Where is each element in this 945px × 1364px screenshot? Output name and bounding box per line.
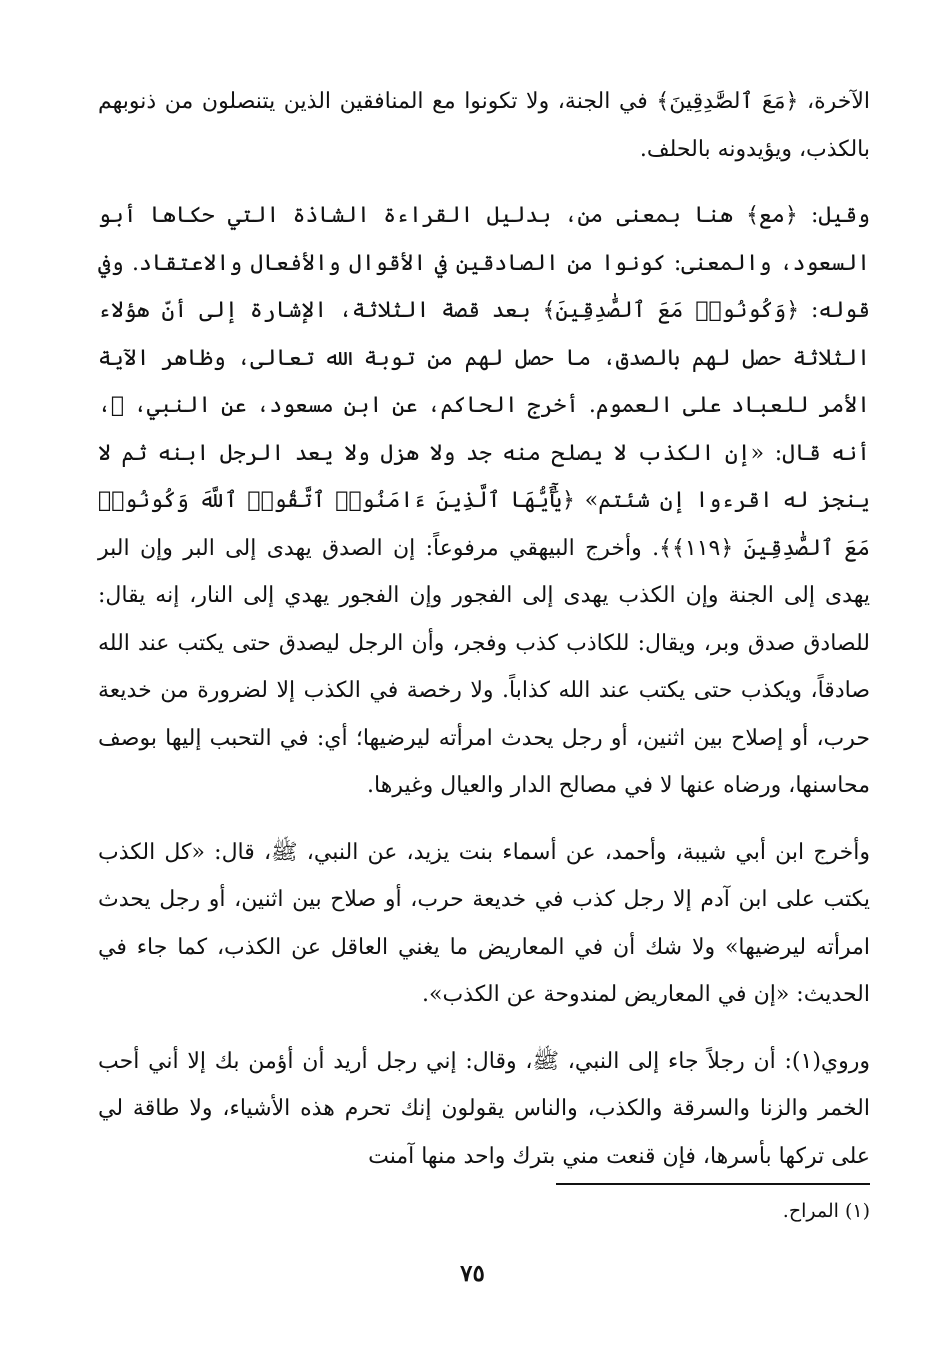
paragraph: وأخرج ابن أبي شيبة، وأحمد، عن أسماء بنت يزيد، عن النبي، ﷺ، قال: «كل الكذب يكتب على ابن آدم إلا رجل كذب في خديعة حرب، أو صلاح بين اثنين، أو رجل يحدث امرأته ليرضيها» ولا شك أن في المعاريض ما يغني العاقل عن الكذب، كما جاء في الحديث: «إن في المعاريض لمندوحة عن الكذب».	[98, 839, 870, 1007]
page-number: ٧٥	[460, 1260, 485, 1287]
paragraph-gap	[98, 1019, 870, 1038]
paragraph: وقيل: ﴿مع﴾ هنا بمعنى من، بدليل القراءة الشاذة التي حكاها أبو السعود، والمعنى: كونوا من الصادقين في الأقوال والأفعال والاعتقاد. وفي قوله: ﴿وَكُونُوا۟ مَعَ ٱلصَّٰدِقِينَ﴾ بعد قصة الثلاثة، الإشارة إلى أنّ هؤلاء الثلاثة حصل لهم بالصدق، ما حصل لهم من توبة الله تعالى، وظاهر الآية الأمر للعباد على العموم. أخرج الحاكم، عن ابن مسعود، عن النبي، ﷺ، أنه قال: «إن الكذب لا يصلح منه جد ولا هزل ولا يعد الرجل ابنه ثم لا ينجز له اقرءوا إن شئتم» ﴿يَٰٓأَيُّهَا ٱلَّذِينَ ءَامَنُوا۟ ٱتَّقُوا۟ ٱللَّهَ وَكُونُوا۟ مَعَ ٱلصَّٰدِقِينَ ﴿١١٩﴾﴾. وأخرج البيهقي مرفوعاً: إن الصدق يهدى إلى البر وإن البر يهدى إلى الجنة وإن الكذب يهدى إلى الفجور وإن الفجور يهدي إلى النار، إنه يقال: للصادق صدق وبر، ويقال: للكاذب كذب وفجر، وأن الرجل ليصدق حتى يكتب عند الله صادقاً، ويكذب حتى يكتب عند الله كذاباً. ولا رخصة في الكذب إلا لضرورة من خديعة حرب، أو إصلاح بين اثنين، أو رجل يحدث امرأته ليرضيها؛ أي: في التحبب إليها بوصف محاسنها، ورضاه عنها لا في مصالح الدار والعيال وغيرها.	[98, 203, 871, 798]
footnote: (١) المراح.	[782, 1200, 870, 1222]
main-text	[98, 78, 870, 1180]
paragraph: وروي(١): أن رجلاً جاء إلى النبي، ﷺ، وقال: إني رجل أريد أن أؤمن بك إلا أني أحب الخمر والزنا والسرقة والكذب، والناس يقولون إنك تحرم هذه الأشياء، ولا طاقة لي على تركها بأسرها، فإن قنعت مني بترك واحد منها آمنت	[98, 1048, 870, 1169]
paragraph-gap	[98, 173, 870, 192]
footnote-divider	[556, 1183, 870, 1185]
paragraph-gap	[98, 810, 870, 829]
paragraph: الآخرة، ﴿مَعَ ٱلصَّٰدِقِينَ﴾ في الجنة، ولا تكونوا مع المنافقين الذين يتنصلون من ذنوبهم بالكذب، ويؤيدونه بالحلف.	[98, 89, 870, 162]
